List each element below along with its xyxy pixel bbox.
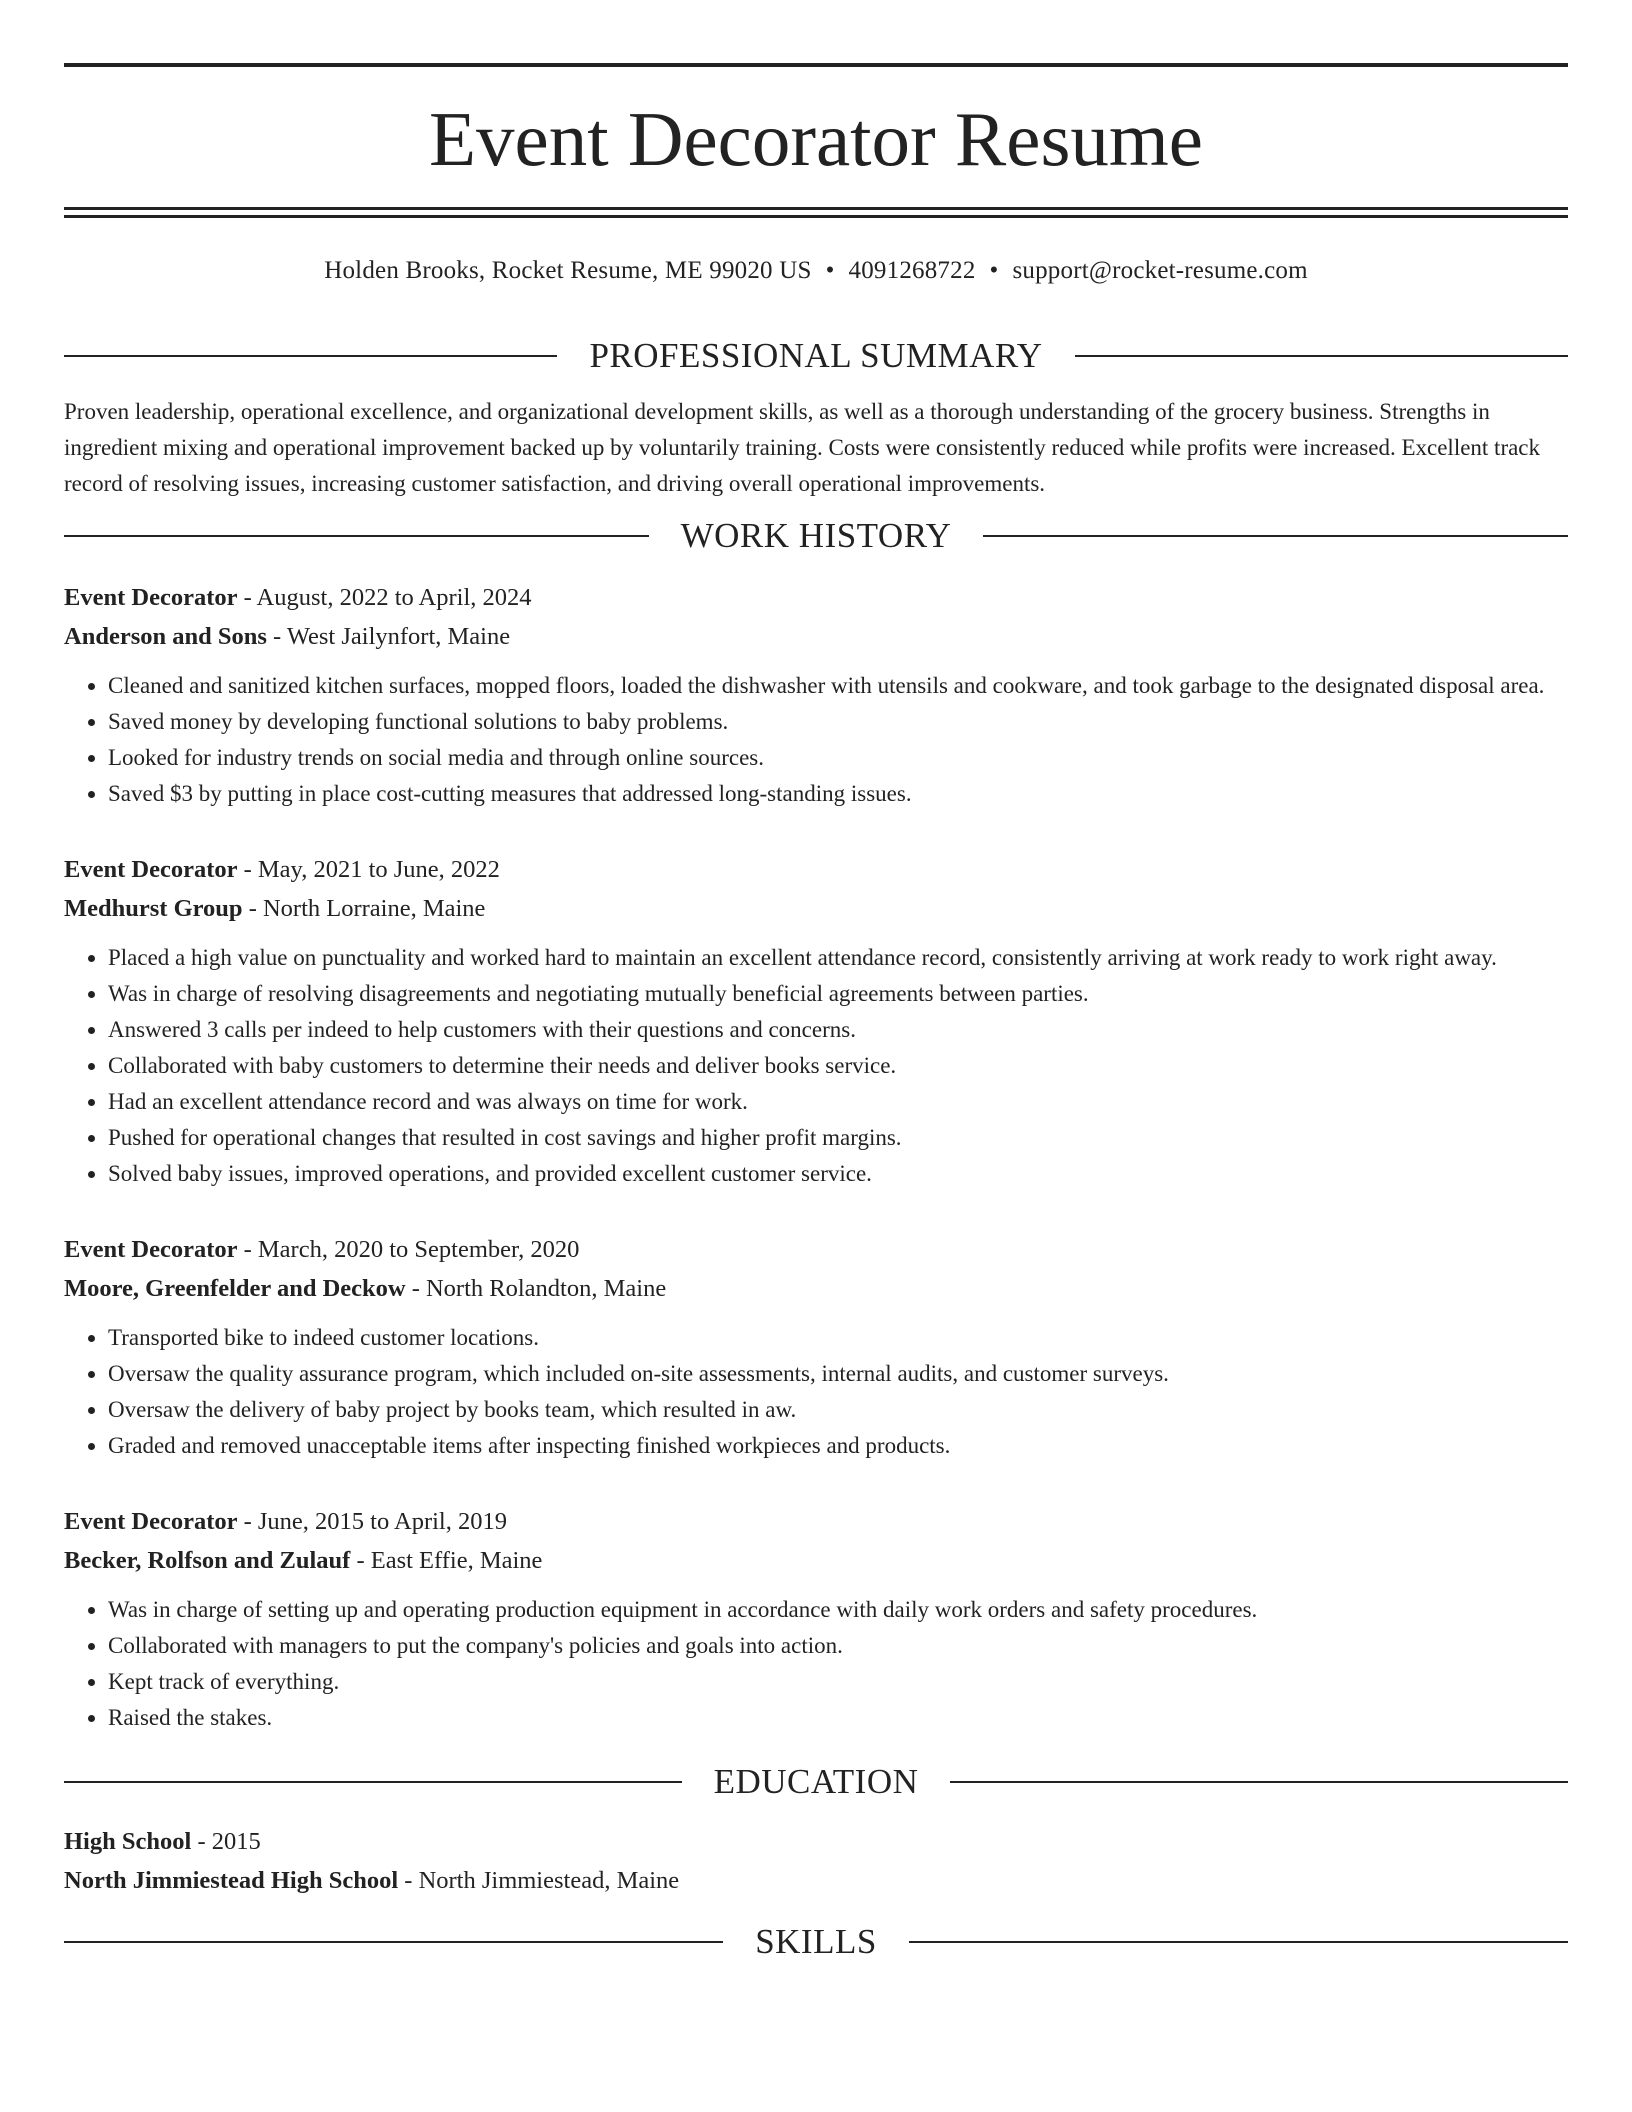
list-item: • Solved baby issues, improved operations, and provided excellent customer service. [108, 1156, 1568, 1192]
job-company-line [64, 617, 1568, 656]
page-title: Event Decorator Resume [429, 96, 1203, 182]
list-item: • Looked for industry trends on social media and through online sources. [108, 740, 1568, 776]
contact-email: support@rocket-resume.com [1012, 257, 1308, 284]
section-title: SKILLS [755, 1922, 877, 1961]
job-title: Event Decorator [64, 1236, 238, 1263]
professional-summary-text: Proven leadership, operational excellence, and organizational development skills, as well as a thorough understanding of the grocery business. Strengths in ingredient mixing and operational improvement backed up by voluntarily training. Costs were consistently reduced while profits were increased. Excellent track record of resolving issues, increasing customer satisfaction, and driving overall operational improvements. [64, 399, 1541, 496]
section-title: PROFESSIONAL SUMMARY [589, 336, 1043, 375]
job-title-line [64, 850, 1568, 889]
header-top-rule [64, 63, 1568, 67]
job-bullets [64, 1320, 1568, 1464]
resume-body [64, 332, 1568, 1966]
list-item: • Cleaned and sanitized kitchen surfaces, mopped floors, loaded the dishwasher with utensils and cookware, and took garbage to the designated disposal area. [108, 668, 1568, 704]
job-bullets [64, 1592, 1568, 1736]
contact-line [64, 254, 1568, 288]
job-location: - North Lorraine, Maine [242, 895, 486, 922]
section-rule-left [64, 1941, 723, 1943]
list-item: • Saved $3 by putting in place cost-cutting measures that addressed long-standing issues. [108, 776, 1568, 812]
header-double-rule-lower [64, 215, 1568, 218]
job-location: - West Jailynfort, Maine [266, 623, 511, 650]
list-item: • Collaborated with baby customers to determine their needs and deliver books service. [108, 1048, 1568, 1084]
section-rule-left [64, 355, 557, 357]
job-title-line [64, 1230, 1568, 1269]
job-bullets [64, 940, 1568, 1192]
section-rule-left [64, 535, 649, 537]
contact-separator: • [989, 257, 999, 284]
job-company: Anderson and Sons [64, 623, 267, 650]
section-rule-left [64, 1781, 682, 1783]
job-dates: - March, 2020 to September, 2020 [237, 1236, 580, 1263]
job-entry [64, 1230, 1568, 1464]
job-title: Event Decorator [64, 856, 238, 883]
job-entry [64, 1502, 1568, 1736]
list-item: • Saved money by developing functional solutions to baby problems. [108, 704, 1568, 740]
list-item: • Transported bike to indeed customer locations. [108, 1320, 1568, 1356]
section-rule-right [983, 535, 1568, 537]
section-header-education [64, 1758, 1568, 1806]
job-entry [64, 578, 1568, 812]
list-item: • Pushed for operational changes that resulted in cost savings and higher profit margins. [108, 1120, 1568, 1156]
list-item: • Was in charge of resolving disagreements and negotiating mutually beneficial agreements between parties. [108, 976, 1568, 1012]
section-rule-right [950, 1781, 1568, 1783]
job-company-line [64, 889, 1568, 928]
job-company-line [64, 1541, 1568, 1580]
job-dates: - June, 2015 to April, 2019 [237, 1508, 507, 1535]
contact-address: Holden Brooks, Rocket Resume, ME 99020 US [324, 257, 812, 284]
section-rule-right [1075, 355, 1568, 357]
section-title: EDUCATION [713, 1762, 919, 1801]
job-dates: - August, 2022 to April, 2024 [237, 584, 532, 611]
job-title: Event Decorator [64, 1508, 238, 1535]
section-header-work-history [64, 512, 1568, 560]
header-double-rule-upper [64, 207, 1568, 210]
job-location: - East Effie, Maine [350, 1547, 543, 1574]
contact-separator: • [825, 257, 835, 284]
job-company: Medhurst Group [64, 895, 243, 922]
list-item: • Had an excellent attendance record and was always on time for work. [108, 1084, 1568, 1120]
job-company: Becker, Rolfson and Zulauf [64, 1547, 351, 1574]
education-degree: High School [64, 1828, 192, 1855]
section-header-summary [64, 332, 1568, 380]
job-bullets [64, 668, 1568, 812]
contact-phone: 4091268722 [848, 257, 976, 284]
list-item: • Kept track of everything. [108, 1664, 1568, 1700]
education-degree-line [64, 1822, 1568, 1861]
list-item: • Placed a high value on punctuality and worked hard to maintain an excellent attendance record, consistently arriving at work ready to work right away. [108, 940, 1568, 976]
job-company: Moore, Greenfelder and Deckow [64, 1275, 406, 1302]
job-dates: - May, 2021 to June, 2022 [237, 856, 500, 883]
education-entry [64, 1822, 1568, 1900]
list-item: • Was in charge of setting up and operating production equipment in accordance with daily work orders and safety procedures. [108, 1592, 1568, 1628]
education-year: - 2015 [191, 1828, 261, 1855]
job-company-line [64, 1269, 1568, 1308]
section-title: WORK HISTORY [680, 516, 952, 555]
list-item: • Oversaw the delivery of baby project by books team, which resulted in aw. [108, 1392, 1568, 1428]
section-header-skills [64, 1918, 1568, 1966]
job-entry [64, 850, 1568, 1192]
education-location: - North Jimmiestead, Maine [398, 1867, 680, 1894]
job-location: - North Rolandton, Maine [405, 1275, 667, 1302]
list-item: • Raised the stakes. [108, 1700, 1568, 1736]
education-school: North Jimmiestead High School [64, 1867, 399, 1894]
job-title-line [64, 578, 1568, 617]
job-title: Event Decorator [64, 584, 238, 611]
job-title-line [64, 1502, 1568, 1541]
list-item: • Answered 3 calls per indeed to help customers with their questions and concerns. [108, 1012, 1568, 1048]
list-item: • Oversaw the quality assurance program, which included on-site assessments, internal audits, and customer surveys. [108, 1356, 1568, 1392]
list-item: • Graded and removed unacceptable items after inspecting finished workpieces and products. [108, 1428, 1568, 1464]
list-item: • Collaborated with managers to put the company's policies and goals into action. [108, 1628, 1568, 1664]
section-rule-right [909, 1941, 1568, 1943]
education-school-line [64, 1861, 1568, 1900]
